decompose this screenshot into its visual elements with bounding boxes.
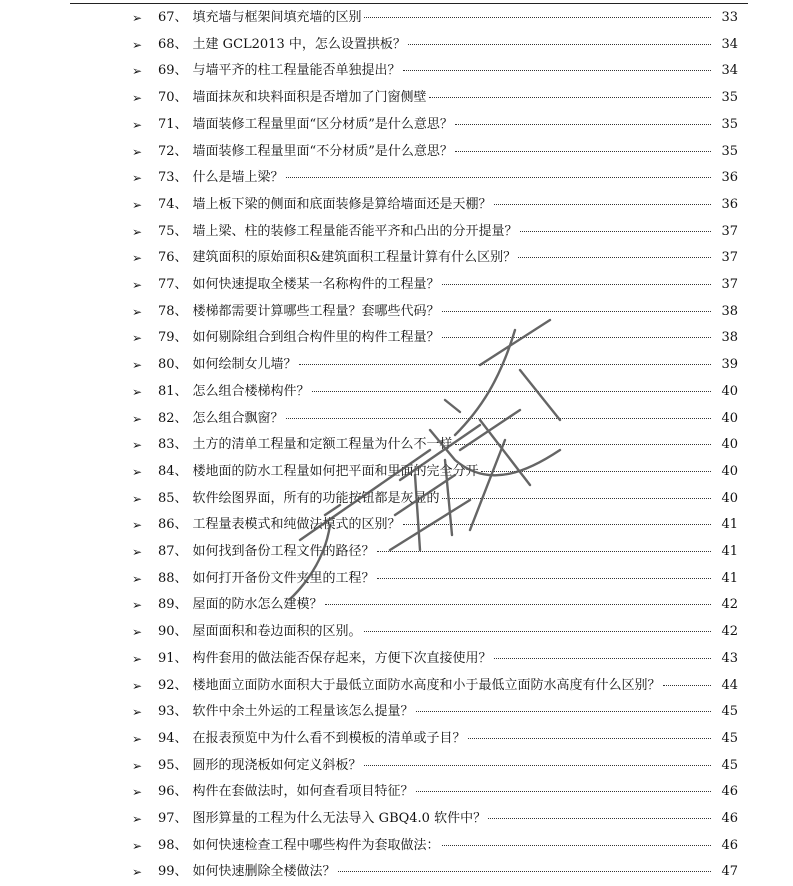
toc-entry-title[interactable]: 屋面面积和卷边面积的区别。 [192,624,362,640]
toc-entry-page-number[interactable]: 34 [721,63,738,79]
toc-entry-text [158,383,713,401]
toc-entry-number: 78、 [158,303,188,319]
toc-entry-number: 69、 [158,63,188,79]
dot-leader [286,418,711,419]
arrow-bullet-icon: ➢ [132,491,143,506]
toc-entry-number: 80、 [158,357,188,373]
toc-entry[interactable] [0,5,793,32]
arrow-bullet-icon: ➢ [132,384,143,399]
arrow-bullet-icon: ➢ [132,731,143,746]
toc-entry[interactable] [0,85,793,112]
toc-entry-title[interactable]: 构件在套做法时，如何查看项目特征？ [192,784,414,800]
toc-entry-title[interactable]: 如何找到备份工程文件的路径？ [192,544,375,559]
dot-leader [663,685,711,686]
toc-entry-number: 89、 [158,597,188,613]
toc-entry-page-number[interactable]: 46 [721,837,738,853]
dot-leader [518,257,711,258]
toc-entry-text [158,436,713,454]
toc-entry-page-number[interactable]: 34 [721,36,738,52]
arrow-bullet-icon: ➢ [132,865,143,880]
toc-entry-number: 84、 [158,463,188,479]
arrow-bullet-icon: ➢ [132,812,143,826]
dot-leader [442,311,711,312]
toc-entry-page-number[interactable]: 45 [721,730,738,746]
toc-entry[interactable] [0,32,793,59]
arrow-bullet-icon: ➢ [132,64,143,79]
toc-entry-number: 82、 [158,410,188,426]
toc-entry-number: 87、 [158,544,188,559]
toc-entry-text [158,490,713,508]
toc-entry[interactable] [0,592,793,619]
toc-entry-page-number[interactable]: 43 [721,650,738,666]
dot-leader [455,124,711,125]
toc-entry[interactable] [0,406,793,433]
dot-leader [364,631,711,632]
toc-entry[interactable] [0,566,793,593]
toc-entry-page-number[interactable]: 33 [721,10,738,25]
toc-entry-title[interactable]: 土方的清单工程量和定额工程量为什么不一样 [192,437,453,453]
toc-entry[interactable] [0,139,793,166]
toc-entry[interactable] [0,352,793,379]
toc-entry-text [158,223,713,241]
arrow-bullet-icon: ➢ [132,331,143,346]
toc-entry-title[interactable]: 软件绘图界面，所有的功能按钮都是灰显的 [192,490,440,506]
dot-leader [364,17,711,18]
dot-leader [408,44,711,45]
toc-entry[interactable] [0,245,793,272]
dot-leader [442,845,711,846]
toc-entry-page-number[interactable]: 42 [721,597,738,613]
toc-entry-page-number[interactable]: 46 [721,811,738,826]
toc-entry-number: 86、 [158,517,188,533]
toc-entry-title[interactable]: 墙面抹灰和块料面积是否增加了门窗侧壁 [192,90,427,106]
arrow-bullet-icon: ➢ [132,278,143,292]
arrow-bullet-icon: ➢ [132,571,143,586]
toc-entry-title[interactable]: 建筑面积的原始面积&建筑面积工程量计算有什么区别？ [192,250,517,266]
toc-entry-page-number[interactable]: 36 [721,170,738,186]
toc-entry[interactable] [0,806,793,833]
toc-entry-number: 76、 [158,250,188,266]
toc-entry-title[interactable]: 什么是墙上梁？ [192,170,284,186]
toc-entry-text [158,596,713,614]
toc-entry-number: 67、 [158,10,188,25]
toc-entry-page-number[interactable]: 42 [721,624,738,640]
toc-entry-title[interactable]: 在报表预览中为什么看不到模板的清单或子目？ [192,730,466,746]
toc-entry[interactable] [0,299,793,326]
toc-entry-title[interactable]: 软件中余土外运的工程量该怎么提量？ [192,704,414,720]
toc-entry-text [158,196,713,214]
toc-entry[interactable] [0,58,793,85]
toc-entry-text [158,329,713,347]
toc-entry-text [158,757,713,775]
toc-entry-number: 83、 [158,437,188,453]
arrow-bullet-icon: ➢ [132,758,143,773]
toc-entry-title[interactable]: 与墙平齐的柱工程量能否单独提出？ [192,63,401,79]
dot-leader [455,444,711,445]
dot-leader [338,871,711,872]
dot-leader [455,151,711,152]
toc-entry-text [158,89,713,107]
arrow-bullet-icon: ➢ [132,625,143,640]
toc-entry-text [158,249,713,267]
toc-entry-number: 70、 [158,90,188,106]
toc-entry-page-number[interactable]: 41 [721,570,738,586]
toc-entry-page-number[interactable]: 44 [721,677,738,693]
toc-entry-number: 92、 [158,677,188,693]
toc-entry-title[interactable]: 墙面装修工程量里面“不分材质”是什么意思？ [192,143,453,159]
toc-entry-number: 96、 [158,784,188,800]
toc-entry-title[interactable]: 如何打开备份文件夹里的工程？ [192,570,375,586]
toc-entry-page-number[interactable]: 40 [721,490,738,506]
toc-entry-number: 71、 [158,116,188,132]
toc-entry-text [158,516,713,534]
toc-entry-number: 88、 [158,570,188,586]
toc-entry-number: 93、 [158,704,188,720]
toc-entry-page-number[interactable]: 40 [721,410,738,426]
toc-entry[interactable] [0,779,793,806]
dot-leader [403,70,711,71]
toc-entry-page-number[interactable]: 40 [721,463,738,479]
arrow-bullet-icon: ➢ [132,37,143,52]
toc-entry-text [158,863,713,881]
toc-entry[interactable] [0,646,793,673]
toc-entry-title[interactable]: 楼地面立面防水面积大于最低立面防水高度和小于最低立面防水高度有什么区别？ [192,677,661,693]
arrow-bullet-icon: ➢ [132,117,143,132]
dot-leader [377,578,711,579]
arrow-bullet-icon: ➢ [132,464,143,479]
toc-entry-title[interactable]: 工程量表模式和纯做法模式的区别？ [192,517,401,533]
arrow-bullet-icon: ➢ [132,518,143,533]
toc-entry-number: 74、 [158,196,188,212]
arrow-bullet-icon: ➢ [132,144,143,159]
toc-entry-number: 72、 [158,143,188,159]
toc-entry-page-number[interactable]: 45 [721,757,738,773]
toc-entry-title[interactable]: 填充墙与框架间填充墙的区别 [192,10,362,25]
toc-entry-text [158,810,713,828]
toc-entry-text [158,570,713,588]
arrow-bullet-icon: ➢ [132,598,143,613]
toc-entry-number: 91、 [158,650,188,666]
arrow-bullet-icon: ➢ [132,411,143,426]
toc-entry-title[interactable]: 楼地面的防水工程量如何把平面和里面的完全分开 [192,463,479,479]
toc-entry-page-number[interactable]: 45 [721,704,738,720]
toc-entry[interactable] [0,112,793,139]
toc-entry-text [158,62,713,80]
toc-entry-page-number[interactable]: 37 [721,223,738,239]
dot-leader [468,738,711,739]
toc-entry-page-number[interactable]: 40 [721,383,738,399]
toc-entry[interactable] [0,859,793,886]
toc-entry-text [158,356,713,374]
toc-entry-number: 73、 [158,170,188,186]
toc-entry-page-number[interactable]: 35 [721,90,738,106]
toc-entry-page-number[interactable]: 47 [721,864,738,880]
toc-entry-page-number[interactable]: 38 [721,303,738,319]
dot-leader [494,658,711,659]
arrow-bullet-icon: ➢ [132,91,143,106]
dot-leader [494,204,711,205]
toc-entry-text [158,730,713,748]
toc-entry-number: 81、 [158,383,188,399]
toc-entry-page-number[interactable]: 37 [721,277,738,292]
toc-entry-text [158,116,713,134]
toc-entry-title[interactable]: 屋面的防水怎么建模？ [192,597,323,613]
toc-entry-number: 75、 [158,223,188,239]
toc-entry[interactable] [0,486,793,513]
arrow-bullet-icon: ➢ [132,224,143,239]
toc-entry-page-number[interactable]: 39 [721,357,738,373]
toc-entry-title[interactable]: 如何快速提取全楼某一名称构件的工程量？ [192,277,440,292]
toc-entry-text [158,36,713,54]
toc-entry[interactable] [0,539,793,566]
toc-entry-page-number[interactable]: 40 [721,437,738,453]
toc-entry-title[interactable]: 如何快速检查工程中哪些构件为套取做法： [192,837,440,853]
toc-entry-number: 79、 [158,330,188,346]
toc-entry-text [158,783,713,801]
toc-entry-title[interactable]: 墙上梁、柱的装修工程量能否能平齐和凸出的分开提量？ [192,223,518,239]
dot-leader [488,818,711,819]
toc-entry-number: 98、 [158,837,188,853]
toc-entry-page-number[interactable]: 36 [721,196,738,212]
dot-leader [325,604,711,605]
toc-entry-text [158,303,713,321]
dot-leader [520,231,711,232]
toc-entry-page-number[interactable]: 38 [721,330,738,346]
toc-entry-number: 77、 [158,277,188,292]
toc-entry[interactable] [0,432,793,459]
toc-entry-title[interactable]: 如何剔除组合到组合构件里的构件工程量？ [192,330,440,346]
toc-entry-title[interactable]: 土建 GCL2013 中，怎么设置拱板？ [192,36,406,52]
toc-entry[interactable] [0,165,793,192]
toc-entry[interactable] [0,192,793,219]
toc-entry-text [158,703,713,721]
toc-entry-text [158,677,713,695]
toc-entry[interactable] [0,753,793,780]
toc-entry-number: 90、 [158,624,188,640]
toc-entry-title[interactable]: 墙上板下梁的侧面和底面装修是算给墙面还是天棚？ [192,196,492,212]
toc-entry[interactable] [0,219,793,246]
toc-entry-page-number[interactable]: 41 [721,517,738,533]
dot-leader [377,551,711,552]
toc-entry-title[interactable]: 构件套用的做法能否保存起来，方便下次直接使用？ [192,650,492,666]
arrow-bullet-icon: ➢ [132,785,143,800]
toc-entry[interactable] [0,459,793,486]
toc-entry-title[interactable]: 怎么组合楼梯构件？ [192,383,310,399]
toc-entry-title[interactable]: 楼梯都需要计算哪些工程量？套哪些代码？ [192,303,440,319]
dot-leader [416,791,711,792]
toc-entry-title[interactable]: 如何绘制女儿墙？ [192,357,297,373]
toc-entry-text [158,143,713,161]
toc-entry[interactable] [0,379,793,406]
toc-entry-number: 95、 [158,757,188,773]
toc-entry-text [158,276,713,294]
dot-leader [299,364,711,365]
toc-entry[interactable] [0,833,793,860]
dot-leader [312,391,711,392]
toc-entry-page-number[interactable]: 46 [721,784,738,800]
toc-entry[interactable] [0,325,793,352]
header-rule [70,3,748,4]
toc-entry-text [158,650,713,668]
dot-leader [403,524,711,525]
toc-entry-text [158,410,713,428]
toc-entry-page-number[interactable]: 35 [721,116,738,132]
arrow-bullet-icon: ➢ [132,358,143,373]
toc-entry-text [158,463,713,481]
toc-entry[interactable] [0,272,793,299]
dot-leader [442,284,711,285]
toc-entry[interactable] [0,673,793,700]
toc-entry[interactable] [0,726,793,753]
toc-entry-title[interactable]: 怎么组合飘窗？ [192,410,284,426]
dot-leader [286,177,711,178]
arrow-bullet-icon: ➢ [132,251,143,266]
arrow-bullet-icon: ➢ [132,838,143,853]
arrow-bullet-icon: ➢ [132,11,143,25]
toc-entry-number: 97、 [158,811,188,826]
toc-entry-number: 68、 [158,36,188,52]
toc-entry-title[interactable]: 墙面装修工程量里面“区分材质”是什么意思？ [192,116,453,132]
toc-entry-number: 94、 [158,730,188,746]
toc-entry-number: 99、 [158,864,188,880]
arrow-bullet-icon: ➢ [132,304,143,319]
toc-entry-title[interactable]: 圆形的现浇板如何定义斜板？ [192,757,362,773]
toc-entry-text [158,169,713,187]
dot-leader [481,471,711,472]
dot-leader [442,498,711,499]
toc-entry[interactable] [0,619,793,646]
toc-entry-text [158,623,713,641]
dot-leader [416,711,711,712]
toc-entry-page-number[interactable]: 35 [721,143,738,159]
arrow-bullet-icon: ➢ [132,651,143,666]
toc-entry-page-number[interactable]: 41 [721,544,738,559]
dot-leader [364,765,711,766]
toc-entry-title[interactable]: 如何快速删除全楼做法？ [192,864,336,880]
arrow-bullet-icon: ➢ [132,438,143,453]
toc-entry[interactable] [0,699,793,726]
toc-entry-number: 85、 [158,490,188,506]
dot-leader [442,337,711,338]
arrow-bullet-icon: ➢ [132,678,143,693]
arrow-bullet-icon: ➢ [132,705,143,720]
toc-entry-text [158,9,713,27]
toc-entry-text [158,837,713,855]
arrow-bullet-icon: ➢ [132,171,143,186]
toc-entry-text [158,543,713,561]
arrow-bullet-icon: ➢ [132,545,143,559]
toc-entry-title[interactable]: 图形算量的工程为什么无法导入 GBQ4.0 软件中？ [192,811,487,826]
toc-entry-page-number[interactable]: 37 [721,250,738,266]
dot-leader [429,97,711,98]
arrow-bullet-icon: ➢ [132,197,143,212]
toc-entry[interactable] [0,512,793,539]
